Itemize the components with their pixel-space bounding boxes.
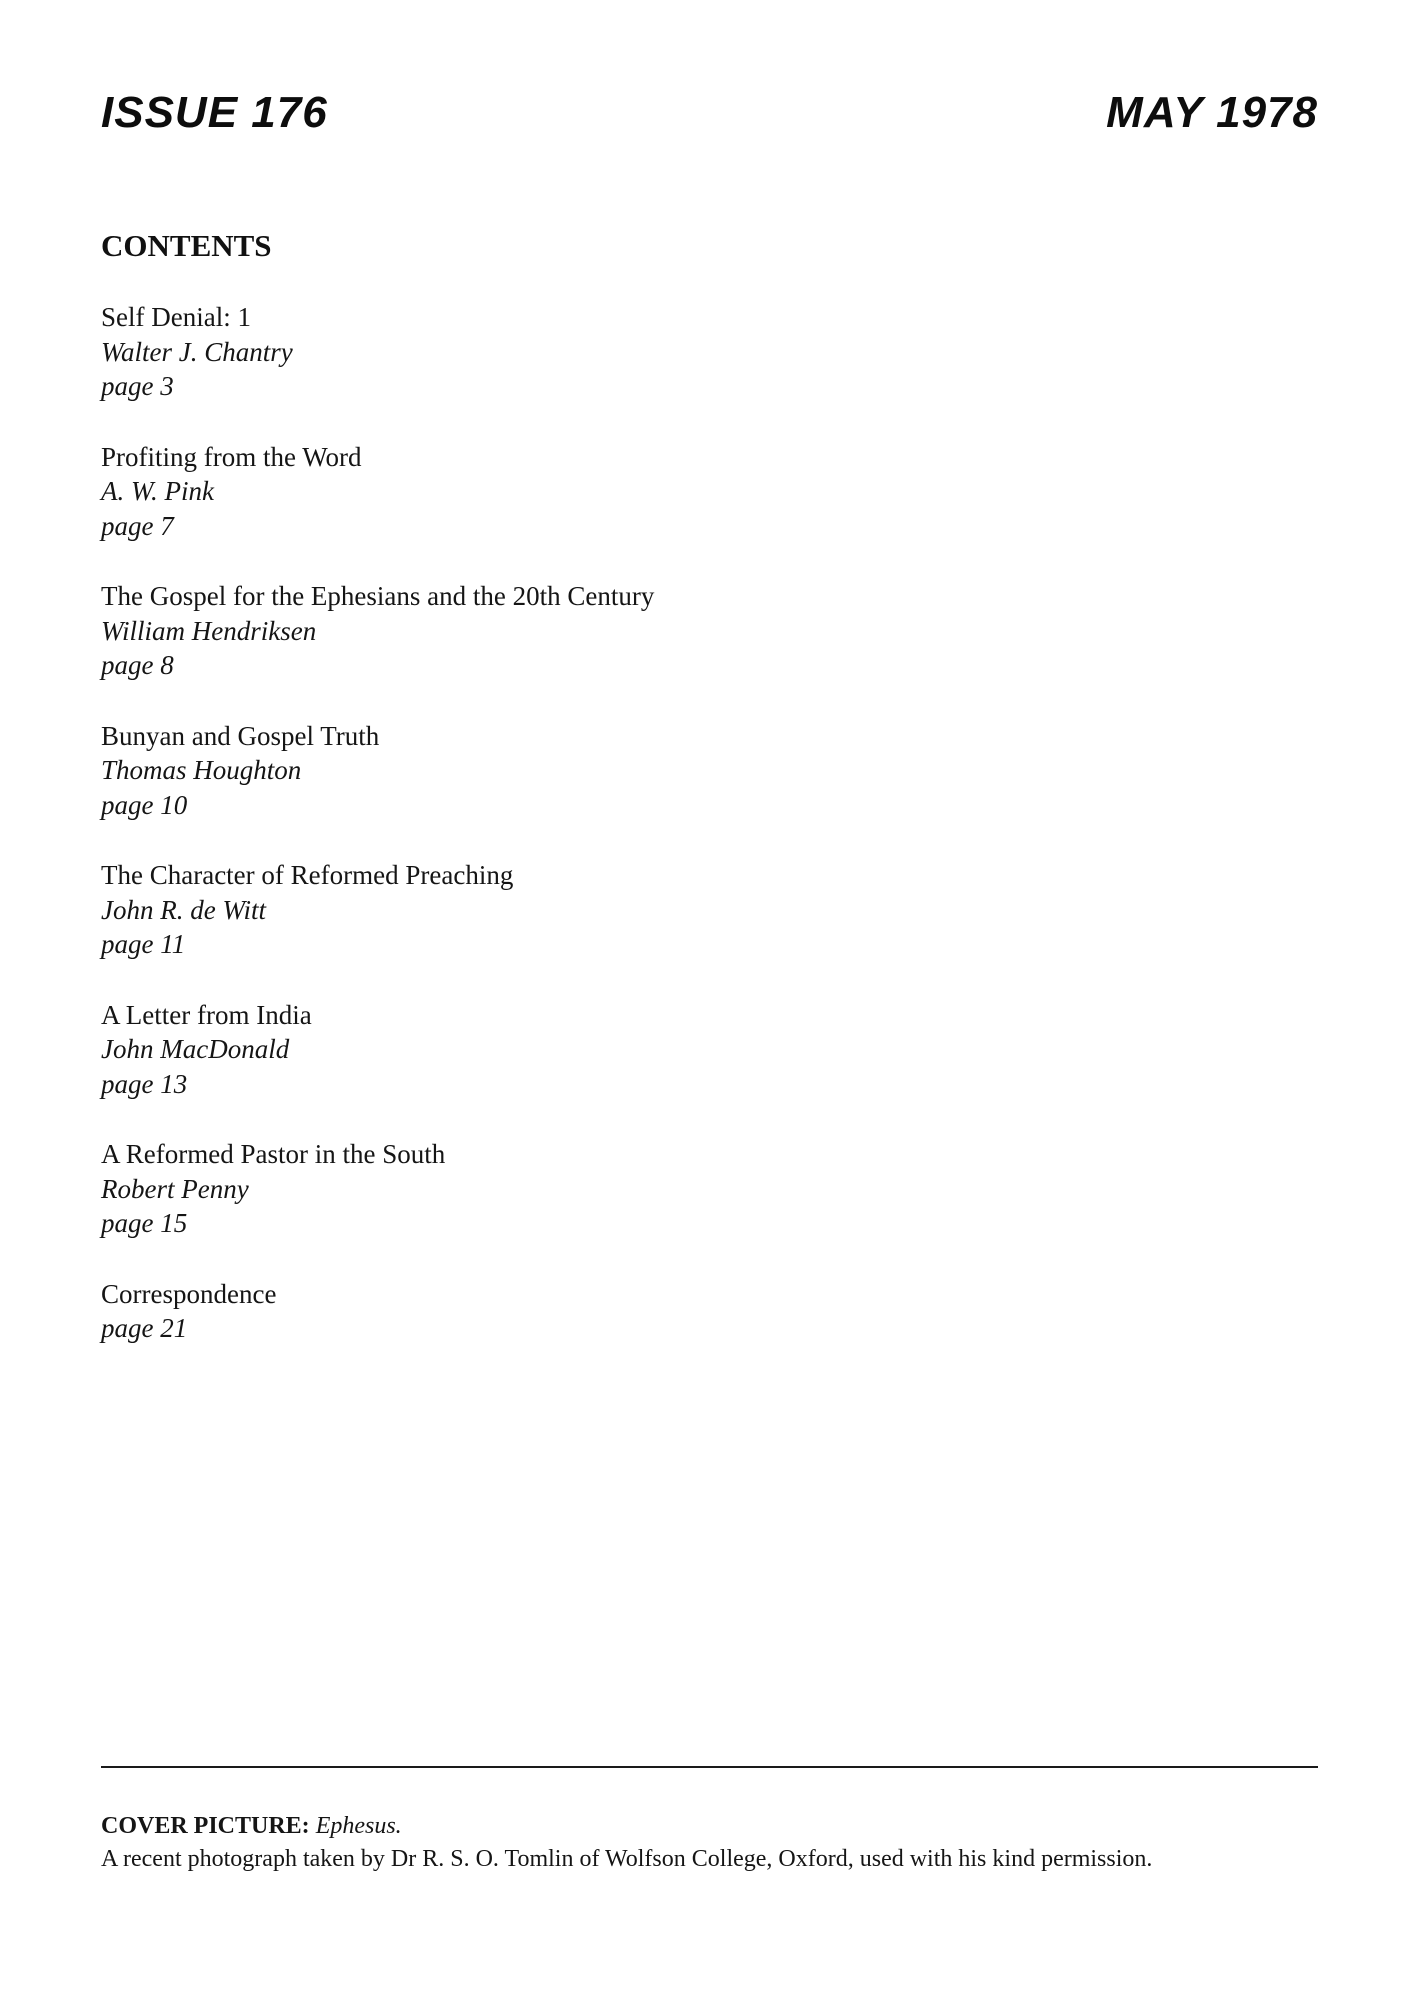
entry-page: page 10 xyxy=(101,789,188,820)
entry-title: Bunyan and Gospel Truth xyxy=(101,720,380,751)
toc-entry-bunyan-and-gospel-truth[interactable] xyxy=(101,719,654,823)
toc-entry-gospel-for-ephesians[interactable] xyxy=(101,579,654,683)
entry-page: page 3 xyxy=(101,371,174,401)
cover-picture-caption: A recent photograph taken by Dr R. S. O. Tomlin of Wolfson College, Oxford, used with his kind permission. xyxy=(101,1846,1153,1872)
entry-title: Profiting from the Word xyxy=(101,441,362,472)
entry-page: page 15 xyxy=(101,1208,188,1238)
entry-author: John R. de Witt xyxy=(101,894,266,925)
entry-title: Self Denial: 1 xyxy=(101,302,251,332)
entry-title: A Reformed Pastor in the South xyxy=(101,1139,446,1169)
cover-picture-label: COVER PICTURE: xyxy=(101,1813,310,1839)
table-of-contents xyxy=(101,300,654,1382)
footer-divider xyxy=(101,1766,1318,1768)
entry-author: Robert Penny xyxy=(101,1173,249,1204)
entry-author: William Hendriksen xyxy=(101,615,317,646)
toc-entry-correspondence[interactable] xyxy=(101,1277,654,1346)
entry-title: Correspondence xyxy=(101,1278,277,1309)
entry-title: A Letter from India xyxy=(101,999,312,1030)
entry-author: John MacDonald xyxy=(101,1034,290,1064)
contents-heading: CONTENTS xyxy=(101,228,272,263)
page-header xyxy=(101,88,1318,144)
cover-picture-subject: Ephesus. xyxy=(315,1813,402,1839)
cover-picture-note xyxy=(101,1810,1152,1876)
entry-page: page 8 xyxy=(101,650,174,680)
toc-entry-self-denial[interactable] xyxy=(101,300,654,404)
entry-title: The Gospel for the Ephesians and the 20th Century xyxy=(101,581,655,611)
cover-picture-line xyxy=(101,1810,1152,1843)
entry-page: page 13 xyxy=(101,1068,188,1099)
issue-date: MAY 1978 xyxy=(1106,88,1318,137)
entry-page: page 21 xyxy=(101,1313,188,1343)
toc-entry-reformed-pastor-in-the-south[interactable] xyxy=(101,1137,654,1241)
toc-entry-profiting-from-the-word[interactable] xyxy=(101,440,654,544)
entry-author: Walter J. Chantry xyxy=(101,336,293,367)
entry-page: page 11 xyxy=(101,929,186,959)
toc-entry-reformed-preaching[interactable] xyxy=(101,858,654,962)
entry-author: Thomas Houghton xyxy=(101,755,302,785)
entry-page: page 7 xyxy=(101,510,174,541)
toc-entry-letter-from-india[interactable] xyxy=(101,998,654,1102)
issue-number: ISSUE 176 xyxy=(101,88,328,137)
entry-author: A. W. Pink xyxy=(101,476,214,506)
entry-title: The Character of Reformed Preaching xyxy=(101,860,514,890)
